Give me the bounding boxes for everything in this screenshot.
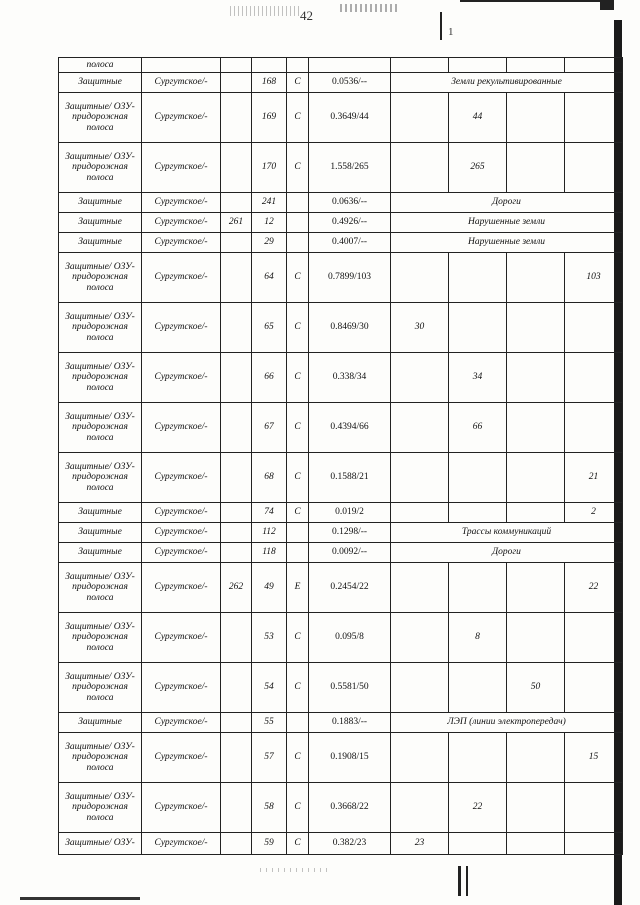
cell-volume	[449, 453, 507, 503]
cell-volume: 34	[449, 353, 507, 403]
cell-forestry: Сургутское/-	[142, 193, 221, 213]
cell-category: С	[287, 403, 309, 453]
table-row	[59, 303, 623, 353]
cell-allotment: 168	[252, 73, 287, 93]
cell-allotment: 65	[252, 303, 287, 353]
cell-volume	[449, 303, 507, 353]
cell-quarter: 262	[221, 563, 252, 613]
cell-volume	[507, 93, 565, 143]
cell-volume	[391, 663, 449, 713]
cell-volume	[507, 303, 565, 353]
cell-protection-type: полоса	[59, 58, 142, 73]
cell-quarter	[221, 93, 252, 143]
cell-allotment: 241	[252, 193, 287, 213]
cell-area: 0.4007/--	[309, 233, 391, 253]
cell-forestry: Сургутское/-	[142, 523, 221, 543]
cell-category	[287, 233, 309, 253]
cell-volume: 50	[507, 663, 565, 713]
cell-quarter	[221, 713, 252, 733]
cell-allotment: 29	[252, 233, 287, 253]
cell-area: 0.7899/103	[309, 253, 391, 303]
cell-protection-type: Защитные/ ОЗУ-придорожная полоса	[59, 353, 142, 403]
cell-volume	[391, 93, 449, 143]
binding-mark	[458, 866, 461, 896]
cell-volume: 103	[565, 253, 623, 303]
cell-area: 0.3668/22	[309, 783, 391, 833]
cell-volume	[565, 93, 623, 143]
table-row	[59, 563, 623, 613]
cell-volume	[565, 58, 623, 73]
cell-protection-type: Защитные/ ОЗУ-придорожная полоса	[59, 733, 142, 783]
table-row	[59, 58, 623, 73]
cell-forestry: Сургутское/-	[142, 303, 221, 353]
cell-land-category: Земли рекультивированные	[391, 73, 623, 93]
forest-register-table	[58, 57, 623, 855]
cell-volume	[565, 303, 623, 353]
cell-allotment: 66	[252, 353, 287, 403]
cell-volume	[449, 733, 507, 783]
cell-volume: 44	[449, 93, 507, 143]
cell-forestry	[142, 58, 221, 73]
cell-area: 0.338/34	[309, 353, 391, 403]
cell-area: 0.4926/--	[309, 213, 391, 233]
cell-forestry: Сургутское/-	[142, 403, 221, 453]
cell-area: 0.019/2	[309, 503, 391, 523]
binding-mark	[440, 12, 442, 40]
cell-allotment: 58	[252, 783, 287, 833]
table-row	[59, 733, 623, 783]
cell-volume	[449, 663, 507, 713]
cell-area: 0.4394/66	[309, 403, 391, 453]
cell-protection-type: Защитные	[59, 503, 142, 523]
cell-protection-type: Защитные	[59, 193, 142, 213]
cell-allotment: 118	[252, 543, 287, 563]
cell-quarter	[221, 353, 252, 403]
cell-volume: 30	[391, 303, 449, 353]
cell-protection-type: Защитные/ ОЗУ-придорожная полоса	[59, 143, 142, 193]
cell-quarter	[221, 303, 252, 353]
cell-category: С	[287, 663, 309, 713]
cell-quarter	[221, 143, 252, 193]
table-row	[59, 503, 623, 523]
cell-volume	[391, 58, 449, 73]
cell-allotment: 64	[252, 253, 287, 303]
cell-quarter	[221, 403, 252, 453]
cell-protection-type: Защитные	[59, 233, 142, 253]
cell-protection-type: Защитные/ ОЗУ-придорожная полоса	[59, 93, 142, 143]
cell-volume	[565, 663, 623, 713]
cell-quarter	[221, 523, 252, 543]
cell-volume	[391, 453, 449, 503]
cell-category: Е	[287, 563, 309, 613]
cell-forestry: Сургутское/-	[142, 213, 221, 233]
cell-area	[309, 58, 391, 73]
cell-volume	[565, 353, 623, 403]
cell-volume	[507, 403, 565, 453]
table-row	[59, 233, 623, 253]
cell-category: С	[287, 73, 309, 93]
cell-forestry: Сургутское/-	[142, 503, 221, 523]
cell-allotment: 57	[252, 733, 287, 783]
cell-volume	[391, 503, 449, 523]
cell-quarter	[221, 833, 252, 855]
cell-quarter	[221, 253, 252, 303]
page-number: 42	[300, 8, 313, 23]
cell-volume	[391, 613, 449, 663]
cell-land-category: ЛЭП (линии электропередач)	[391, 713, 623, 733]
table-row	[59, 543, 623, 563]
table-row	[59, 93, 623, 143]
cell-allotment: 12	[252, 213, 287, 233]
cell-volume	[449, 253, 507, 303]
cell-category: С	[287, 353, 309, 403]
cell-allotment: 59	[252, 833, 287, 855]
cell-category	[287, 193, 309, 213]
cell-area: 0.1883/--	[309, 713, 391, 733]
cell-volume: 22	[565, 563, 623, 613]
cell-land-category: Трассы коммуникаций	[391, 523, 623, 543]
cell-volume	[391, 563, 449, 613]
cell-volume	[391, 783, 449, 833]
cell-allotment: 55	[252, 713, 287, 733]
cell-category	[287, 543, 309, 563]
cell-protection-type: Защитные/ ОЗУ-придорожная полоса	[59, 453, 142, 503]
cell-volume	[449, 503, 507, 523]
cell-protection-type: Защитные/ ОЗУ-придорожная полоса	[59, 563, 142, 613]
cell-volume	[507, 563, 565, 613]
cell-volume	[565, 613, 623, 663]
cell-volume	[507, 833, 565, 855]
cell-allotment: 74	[252, 503, 287, 523]
cell-volume	[391, 253, 449, 303]
cell-allotment: 54	[252, 663, 287, 713]
cell-category: С	[287, 613, 309, 663]
cell-volume	[449, 58, 507, 73]
page-edge	[460, 0, 610, 2]
cell-forestry: Сургутское/-	[142, 613, 221, 663]
cell-volume	[507, 613, 565, 663]
cell-quarter: 261	[221, 213, 252, 233]
cell-volume: 23	[391, 833, 449, 855]
cell-area: 0.0536/--	[309, 73, 391, 93]
cell-land-category: Нарушенные земли	[391, 233, 623, 253]
cell-allotment: 112	[252, 523, 287, 543]
cell-area: 0.1588/21	[309, 453, 391, 503]
cell-category: С	[287, 503, 309, 523]
cell-volume	[565, 833, 623, 855]
table-row	[59, 403, 623, 453]
table-row	[59, 193, 623, 213]
table-row	[59, 213, 623, 233]
cell-category	[287, 58, 309, 73]
cell-quarter	[221, 733, 252, 783]
cell-quarter	[221, 58, 252, 73]
cell-protection-type: Защитные	[59, 543, 142, 563]
cell-forestry: Сургутское/-	[142, 713, 221, 733]
cell-forestry: Сургутское/-	[142, 93, 221, 143]
cell-forestry: Сургутское/-	[142, 833, 221, 855]
table-row	[59, 713, 623, 733]
cell-volume	[565, 143, 623, 193]
cell-forestry: Сургутское/-	[142, 733, 221, 783]
table-row	[59, 253, 623, 303]
cell-land-category: Дороги	[391, 543, 623, 563]
cell-volume: 21	[565, 453, 623, 503]
cell-allotment: 170	[252, 143, 287, 193]
cell-forestry: Сургутское/-	[142, 143, 221, 193]
cell-volume: 265	[449, 143, 507, 193]
cell-land-category: Дороги	[391, 193, 623, 213]
cell-quarter	[221, 663, 252, 713]
cell-quarter	[221, 783, 252, 833]
cell-protection-type: Защитные	[59, 73, 142, 93]
cell-volume	[449, 833, 507, 855]
cell-category: С	[287, 733, 309, 783]
page-edge	[20, 897, 140, 900]
cell-category: С	[287, 143, 309, 193]
cell-quarter	[221, 503, 252, 523]
scan-noise	[230, 6, 300, 16]
table-row	[59, 523, 623, 543]
cell-volume	[391, 403, 449, 453]
cell-category	[287, 713, 309, 733]
cell-volume	[507, 733, 565, 783]
cell-forestry: Сургутское/-	[142, 453, 221, 503]
cell-protection-type: Защитные/ ОЗУ-	[59, 833, 142, 855]
cell-forestry: Сургутское/-	[142, 233, 221, 253]
cell-quarter	[221, 453, 252, 503]
cell-volume: 22	[449, 783, 507, 833]
cell-category	[287, 523, 309, 543]
scan-noise	[340, 4, 400, 12]
table-row	[59, 453, 623, 503]
cell-area: 0.0636/--	[309, 193, 391, 213]
cell-protection-type: Защитные/ ОЗУ-придорожная полоса	[59, 253, 142, 303]
cell-forestry: Сургутское/-	[142, 73, 221, 93]
cell-allotment: 67	[252, 403, 287, 453]
cell-area: 0.095/8	[309, 613, 391, 663]
cell-volume	[565, 403, 623, 453]
table-body	[59, 58, 623, 855]
cell-area: 0.2454/22	[309, 563, 391, 613]
cell-volume	[507, 783, 565, 833]
cell-quarter	[221, 613, 252, 663]
cell-protection-type: Защитные/ ОЗУ-придорожная полоса	[59, 303, 142, 353]
cell-area: 0.8469/30	[309, 303, 391, 353]
cell-land-category: Нарушенные земли	[391, 213, 623, 233]
table-row	[59, 143, 623, 193]
cell-volume	[507, 253, 565, 303]
cell-area: 0.3649/44	[309, 93, 391, 143]
table-row	[59, 353, 623, 403]
cell-protection-type: Защитные/ ОЗУ-придорожная полоса	[59, 783, 142, 833]
cell-volume	[391, 733, 449, 783]
cell-category	[287, 213, 309, 233]
cell-volume	[507, 453, 565, 503]
cell-volume	[391, 353, 449, 403]
cell-protection-type: Защитные	[59, 523, 142, 543]
cell-volume	[449, 563, 507, 613]
cell-allotment: 169	[252, 93, 287, 143]
cell-volume	[507, 143, 565, 193]
cell-forestry: Сургутское/-	[142, 563, 221, 613]
table-row	[59, 613, 623, 663]
table-row	[59, 833, 623, 855]
cell-protection-type: Защитные	[59, 713, 142, 733]
scan-noise	[260, 868, 330, 872]
cell-forestry: Сургутское/-	[142, 253, 221, 303]
cell-protection-type: Защитные/ ОЗУ-придорожная полоса	[59, 403, 142, 453]
cell-volume	[565, 783, 623, 833]
cell-forestry: Сургутское/-	[142, 543, 221, 563]
cell-protection-type: Защитные/ ОЗУ-придорожная полоса	[59, 663, 142, 713]
table-row	[59, 73, 623, 93]
cell-category: С	[287, 833, 309, 855]
cell-quarter	[221, 193, 252, 213]
cell-area: 0.1298/--	[309, 523, 391, 543]
cell-volume: 15	[565, 733, 623, 783]
cell-quarter	[221, 73, 252, 93]
cell-area: 0.5581/50	[309, 663, 391, 713]
cell-area: 0.1908/15	[309, 733, 391, 783]
cell-area: 0.0092/--	[309, 543, 391, 563]
cell-forestry: Сургутское/-	[142, 663, 221, 713]
cell-volume: 2	[565, 503, 623, 523]
cell-allotment: 53	[252, 613, 287, 663]
cell-allotment: 49	[252, 563, 287, 613]
cell-category: С	[287, 453, 309, 503]
cell-volume: 8	[449, 613, 507, 663]
cell-area: 1.558/265	[309, 143, 391, 193]
cell-quarter	[221, 543, 252, 563]
cell-category: С	[287, 303, 309, 353]
page-edge	[600, 0, 614, 10]
cell-allotment: 68	[252, 453, 287, 503]
cell-quarter	[221, 233, 252, 253]
cell-forestry: Сургутское/-	[142, 353, 221, 403]
cell-volume	[507, 58, 565, 73]
table-row	[59, 663, 623, 713]
corner-mark: 1	[448, 26, 454, 38]
cell-volume: 66	[449, 403, 507, 453]
table-row	[59, 783, 623, 833]
cell-area: 0.382/23	[309, 833, 391, 855]
cell-protection-type: Защитные/ ОЗУ-придорожная полоса	[59, 613, 142, 663]
cell-volume	[507, 503, 565, 523]
cell-category: С	[287, 253, 309, 303]
cell-volume	[507, 353, 565, 403]
cell-forestry: Сургутское/-	[142, 783, 221, 833]
cell-category: С	[287, 783, 309, 833]
cell-allotment	[252, 58, 287, 73]
cell-volume	[391, 143, 449, 193]
binding-mark	[466, 866, 468, 896]
cell-category: С	[287, 93, 309, 143]
cell-protection-type: Защитные	[59, 213, 142, 233]
